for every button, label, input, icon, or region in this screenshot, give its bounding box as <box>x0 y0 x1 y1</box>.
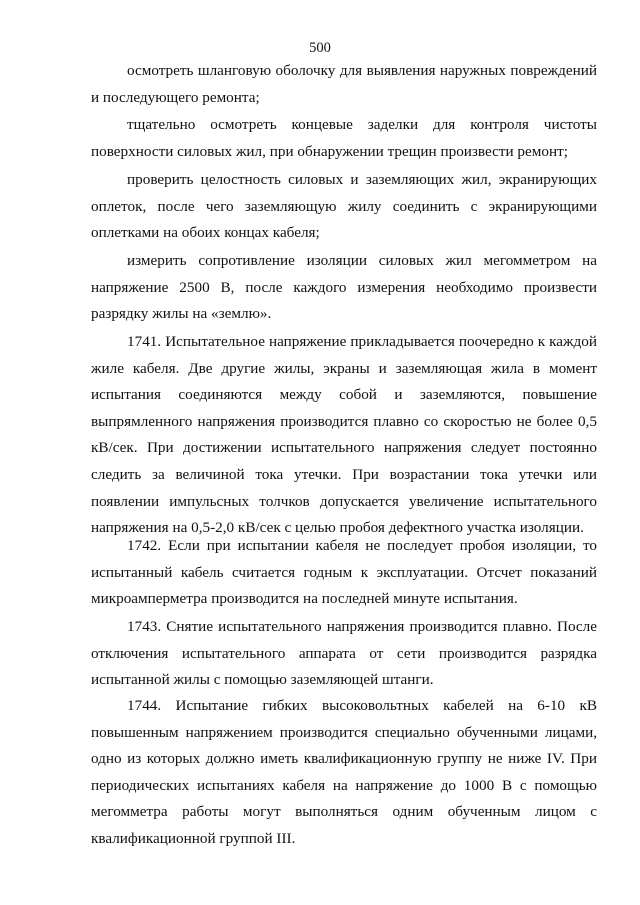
paragraph-check-conductors: проверить целостность силовых и заземляющих жил, экранирующих оплеток, после чего заземляющую жилу соединить с экранирующими оплетками на обоих концах кабеля; <box>91 171 597 242</box>
page-number: 500 <box>309 40 331 56</box>
paragraph-1742: 1742. Если при испытании кабеля не последует пробоя изоляции, то испытанный кабель считается годным к эксплуатации. Отсчет показаний микроамперметра производится на последней минуте испытания. <box>91 537 597 608</box>
paragraph-1744: 1744. Испытание гибких высоковольтных кабелей на 6-10 кВ повышенным напряжением производится специально обученными лицами, одно из которых должно иметь квалификационную группу не ниже IV. При периодических испытаниях кабеля на напряжение до 1000 В с помощью мегомметра работы могут выполняться одним обученным лицом с квалификационной группой III. <box>91 697 597 847</box>
paragraph-1743: 1743. Снятие испытательного напряжения производится плавно. После отключения испытательного аппарата от сети производится разрядка испытанной жилы с помощью заземляющей штанги. <box>91 618 597 689</box>
paragraph-measure-insulation: измерить сопротивление изоляции силовых жил мегомметром на напряжение 2500 В, после каждого измерения необходимо произвести разрядку жилы на «землю». <box>91 252 597 323</box>
paragraph-inspect-terminations: тщательно осмотреть концевые заделки для контроля чистоты поверхности силовых жил, при обнаружении трещин произвести ремонт; <box>91 116 597 160</box>
paragraph-inspect-sheath: осмотреть шланговую оболочку для выявления наружных повреждений и последующего ремонта; <box>91 62 597 106</box>
paragraph-1741: 1741. Испытательное напряжение прикладывается поочередно к каждой жиле кабеля. Две другие жилы, экраны и заземляющая жила в момент испытания соединяются между собой и заземляются, повышение выпрямленного напряжения производится плавно со скоростью не более 0,5 кВ/сек. При достижении испытательного напряжения следует постоянно следить за величиной тока утечки. При возрастании тока утечки или появлении импульсных толчков допускается увеличение испытательного напряжения на 0,5-2,0 кВ/сек с целью пробоя дефектного участка изоляции. <box>91 333 597 537</box>
